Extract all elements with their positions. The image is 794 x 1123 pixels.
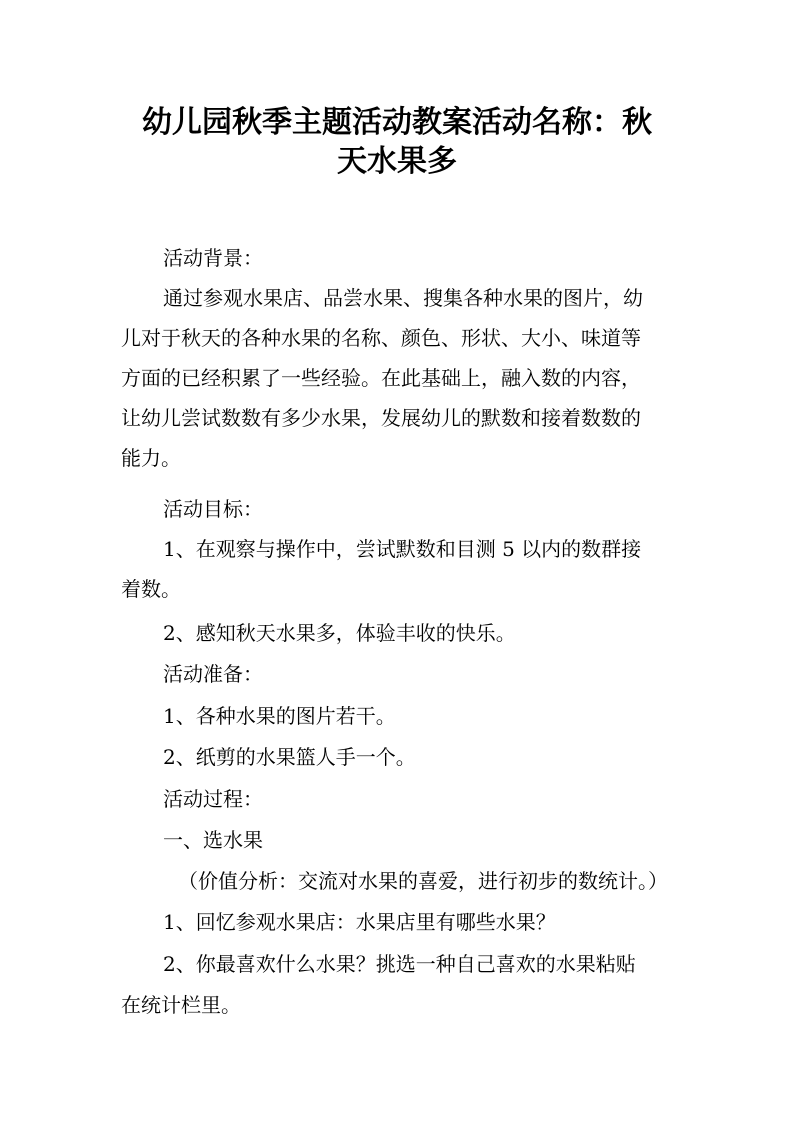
background-paragraph-line: 让幼儿尝试数数有多少水果，发展幼儿的默数和接着数数的 <box>121 406 641 430</box>
goal-item-1-line: 着数。 <box>121 577 181 601</box>
document-title-line-2: 天水果多 <box>337 144 457 179</box>
step-item-1: 1、回忆参观水果店：水果店里有哪些水果？ <box>163 910 556 934</box>
prep-item-2: 2、纸剪的水果篮人手一个。 <box>163 745 416 769</box>
prep-heading: 活动准备： <box>163 662 263 686</box>
process-heading: 活动过程： <box>163 787 263 811</box>
value-analysis-note: （价值分析：交流对水果的喜爱，进行初步的数统计。） <box>178 869 668 893</box>
step-one-heading: 一、选水果 <box>163 828 263 852</box>
background-paragraph-line: 儿对于秋天的各种水果的名称、颜色、形状、大小、味道等 <box>121 326 641 350</box>
background-paragraph-line: 方面的已经积累了一些经验。在此基础上，融入数的内容， <box>121 366 641 390</box>
background-heading: 活动背景： <box>163 246 263 270</box>
step-item-2-line: 2、你最喜欢什么水果？挑选一种自己喜欢的水果粘贴 <box>163 952 636 976</box>
document-title-line-1: 幼儿园秋季主题活动教案活动名称：秋 <box>142 105 652 140</box>
step-item-2-line: 在统计栏里。 <box>121 993 241 1017</box>
prep-item-1: 1、各种水果的图片若干。 <box>163 704 396 728</box>
goal-item-1-line: 1、在观察与操作中，尝试默数和目测 5 以内的数群接 <box>163 537 642 561</box>
background-paragraph-line: 通过参观水果店、品尝水果、搜集各种水果的图片，幼 <box>163 286 643 310</box>
goal-item-2: 2、感知秋天水果多，体验丰收的快乐。 <box>163 621 516 645</box>
goals-heading: 活动目标： <box>163 497 263 521</box>
background-paragraph-line: 能力。 <box>121 446 181 470</box>
